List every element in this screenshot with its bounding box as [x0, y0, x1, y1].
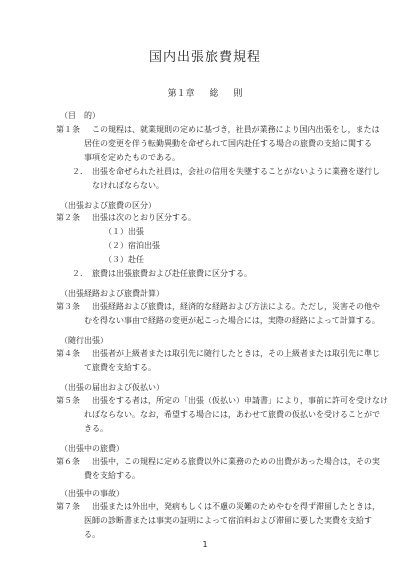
- list-item: （３）赴任: [104, 255, 144, 264]
- section-heading: （目 的）: [60, 111, 100, 120]
- section-heading: （出張および旅費の区分）: [60, 201, 156, 210]
- sub-clause-number: ２．: [72, 167, 88, 176]
- sub-clause-text: 旅費は出張旅費および赴任旅費に区分する。: [92, 269, 252, 278]
- article-text: この規程は、就業規則の定めに基づき，社員が業務により国内出張をし，または: [92, 125, 380, 134]
- article-text: 出張をする者は，所定の「出張（仮払い）申請書」により，事前に許可を受けなけ: [92, 396, 388, 405]
- article-text: 出張経路および旅費は，経済的な経路および方法による。ただし，災害その他や: [92, 302, 380, 311]
- article-number: 第６条: [56, 457, 80, 466]
- article-text: 居住の変更を伴う転勤異動を命ぜられて国内赴任する場合の旅費の支給に関する: [84, 139, 372, 148]
- section-heading: （出張の届出および仮払い）: [60, 383, 164, 392]
- section-heading: （出張中の事故）: [60, 489, 124, 498]
- article-text: 出張は次のとおり区分する。: [92, 213, 196, 222]
- article-number: 第３条: [56, 302, 80, 311]
- article-number: 第２条: [56, 213, 80, 222]
- article-number: 第５条: [56, 396, 80, 405]
- article-number: 第７条: [56, 502, 80, 511]
- page-number: 1: [202, 540, 208, 549]
- sub-clause-number: ２．: [72, 269, 88, 278]
- sub-clause-text: なければならない。: [92, 181, 164, 190]
- section-heading: （出張中の旅費）: [60, 444, 124, 453]
- article-text: る。: [84, 530, 100, 539]
- section-heading: （出張経路および旅費計算）: [60, 289, 164, 298]
- list-item: （２）宿泊出張: [104, 241, 160, 250]
- article-text: 費を支給する。: [84, 471, 140, 480]
- article-text: 出張または外出中，発病もしくは不慮の災難のためやむを得ず滞留したときは，: [92, 502, 380, 511]
- article-text: て旅費を支給する。: [84, 363, 156, 372]
- sub-clause-text: 出張を命ぜられた社員は，会社の信用を失墜することがないように業務を遂行し: [92, 167, 380, 176]
- article-text: ればならない。なお，希望する場合には，あわせて旅費の仮払いを受けることがで: [84, 410, 380, 419]
- chapter-heading: [0, 86, 410, 99]
- article-text: きる。: [84, 424, 108, 433]
- article-number: 第１条: [56, 125, 80, 134]
- article-text: むを得ない事由で経路の変更が起こった場合には，実際の経路によって計算する。: [84, 316, 380, 325]
- chapter-number: 第１章: [167, 89, 195, 99]
- article-number: 第４条: [56, 349, 80, 358]
- article-text: 出張者が上級者または取引先に随行したときは，その上級者または取引先に準じ: [92, 349, 380, 358]
- chapter-name-2: 則: [233, 89, 243, 99]
- article-text: 医師の診断書または事実の証明によって宿泊料および滞留に要した実費を支給す: [84, 516, 372, 525]
- list-item: （１）出張: [104, 227, 144, 236]
- section-heading: （随行出張）: [60, 336, 108, 345]
- document-title: 国内出張旅費規程: [148, 50, 261, 65]
- article-text: 出張中，この規程に定める旅費以外に業務のための出費があった場合は，その実: [92, 457, 380, 466]
- chapter-name-1: 総: [209, 89, 219, 99]
- article-text: 事項を定めたものである。: [84, 153, 180, 162]
